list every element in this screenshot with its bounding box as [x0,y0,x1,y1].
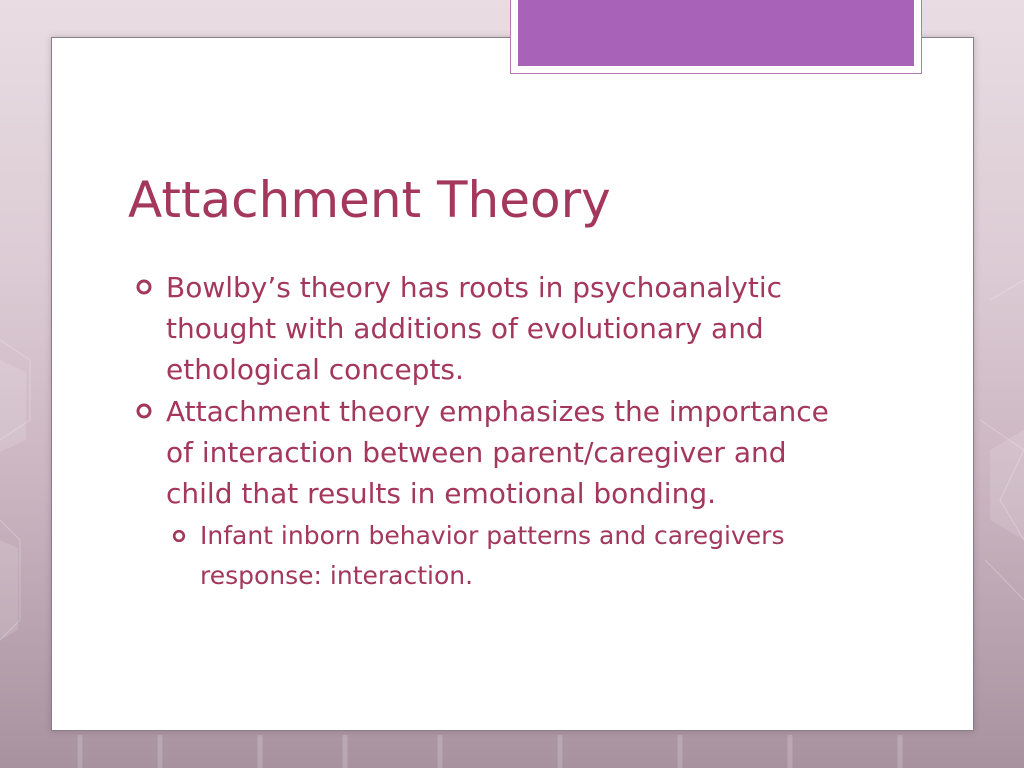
sub-bullet-item [134,516,854,596]
bullet-item [134,267,854,390]
slide-title: Attachment Theory [128,171,611,229]
bullet-item [134,391,854,514]
bullet-text: Bowlby’s theory has roots in psychoanalytic thought with additions of evolutionary and ethological concepts. [166,271,783,386]
bullet-text: Infant inborn behavior patterns and caregivers response: interaction. [200,521,785,590]
circle-dot-icon [136,279,152,295]
circle-dot-icon [172,529,186,543]
bullet-text: Attachment theory emphasizes the importance of interaction between parent/caregiver and child that results in emotional bonding. [166,395,829,510]
accent-bar [518,0,914,66]
circle-dot-icon [136,403,152,419]
bullet-list [134,267,854,597]
